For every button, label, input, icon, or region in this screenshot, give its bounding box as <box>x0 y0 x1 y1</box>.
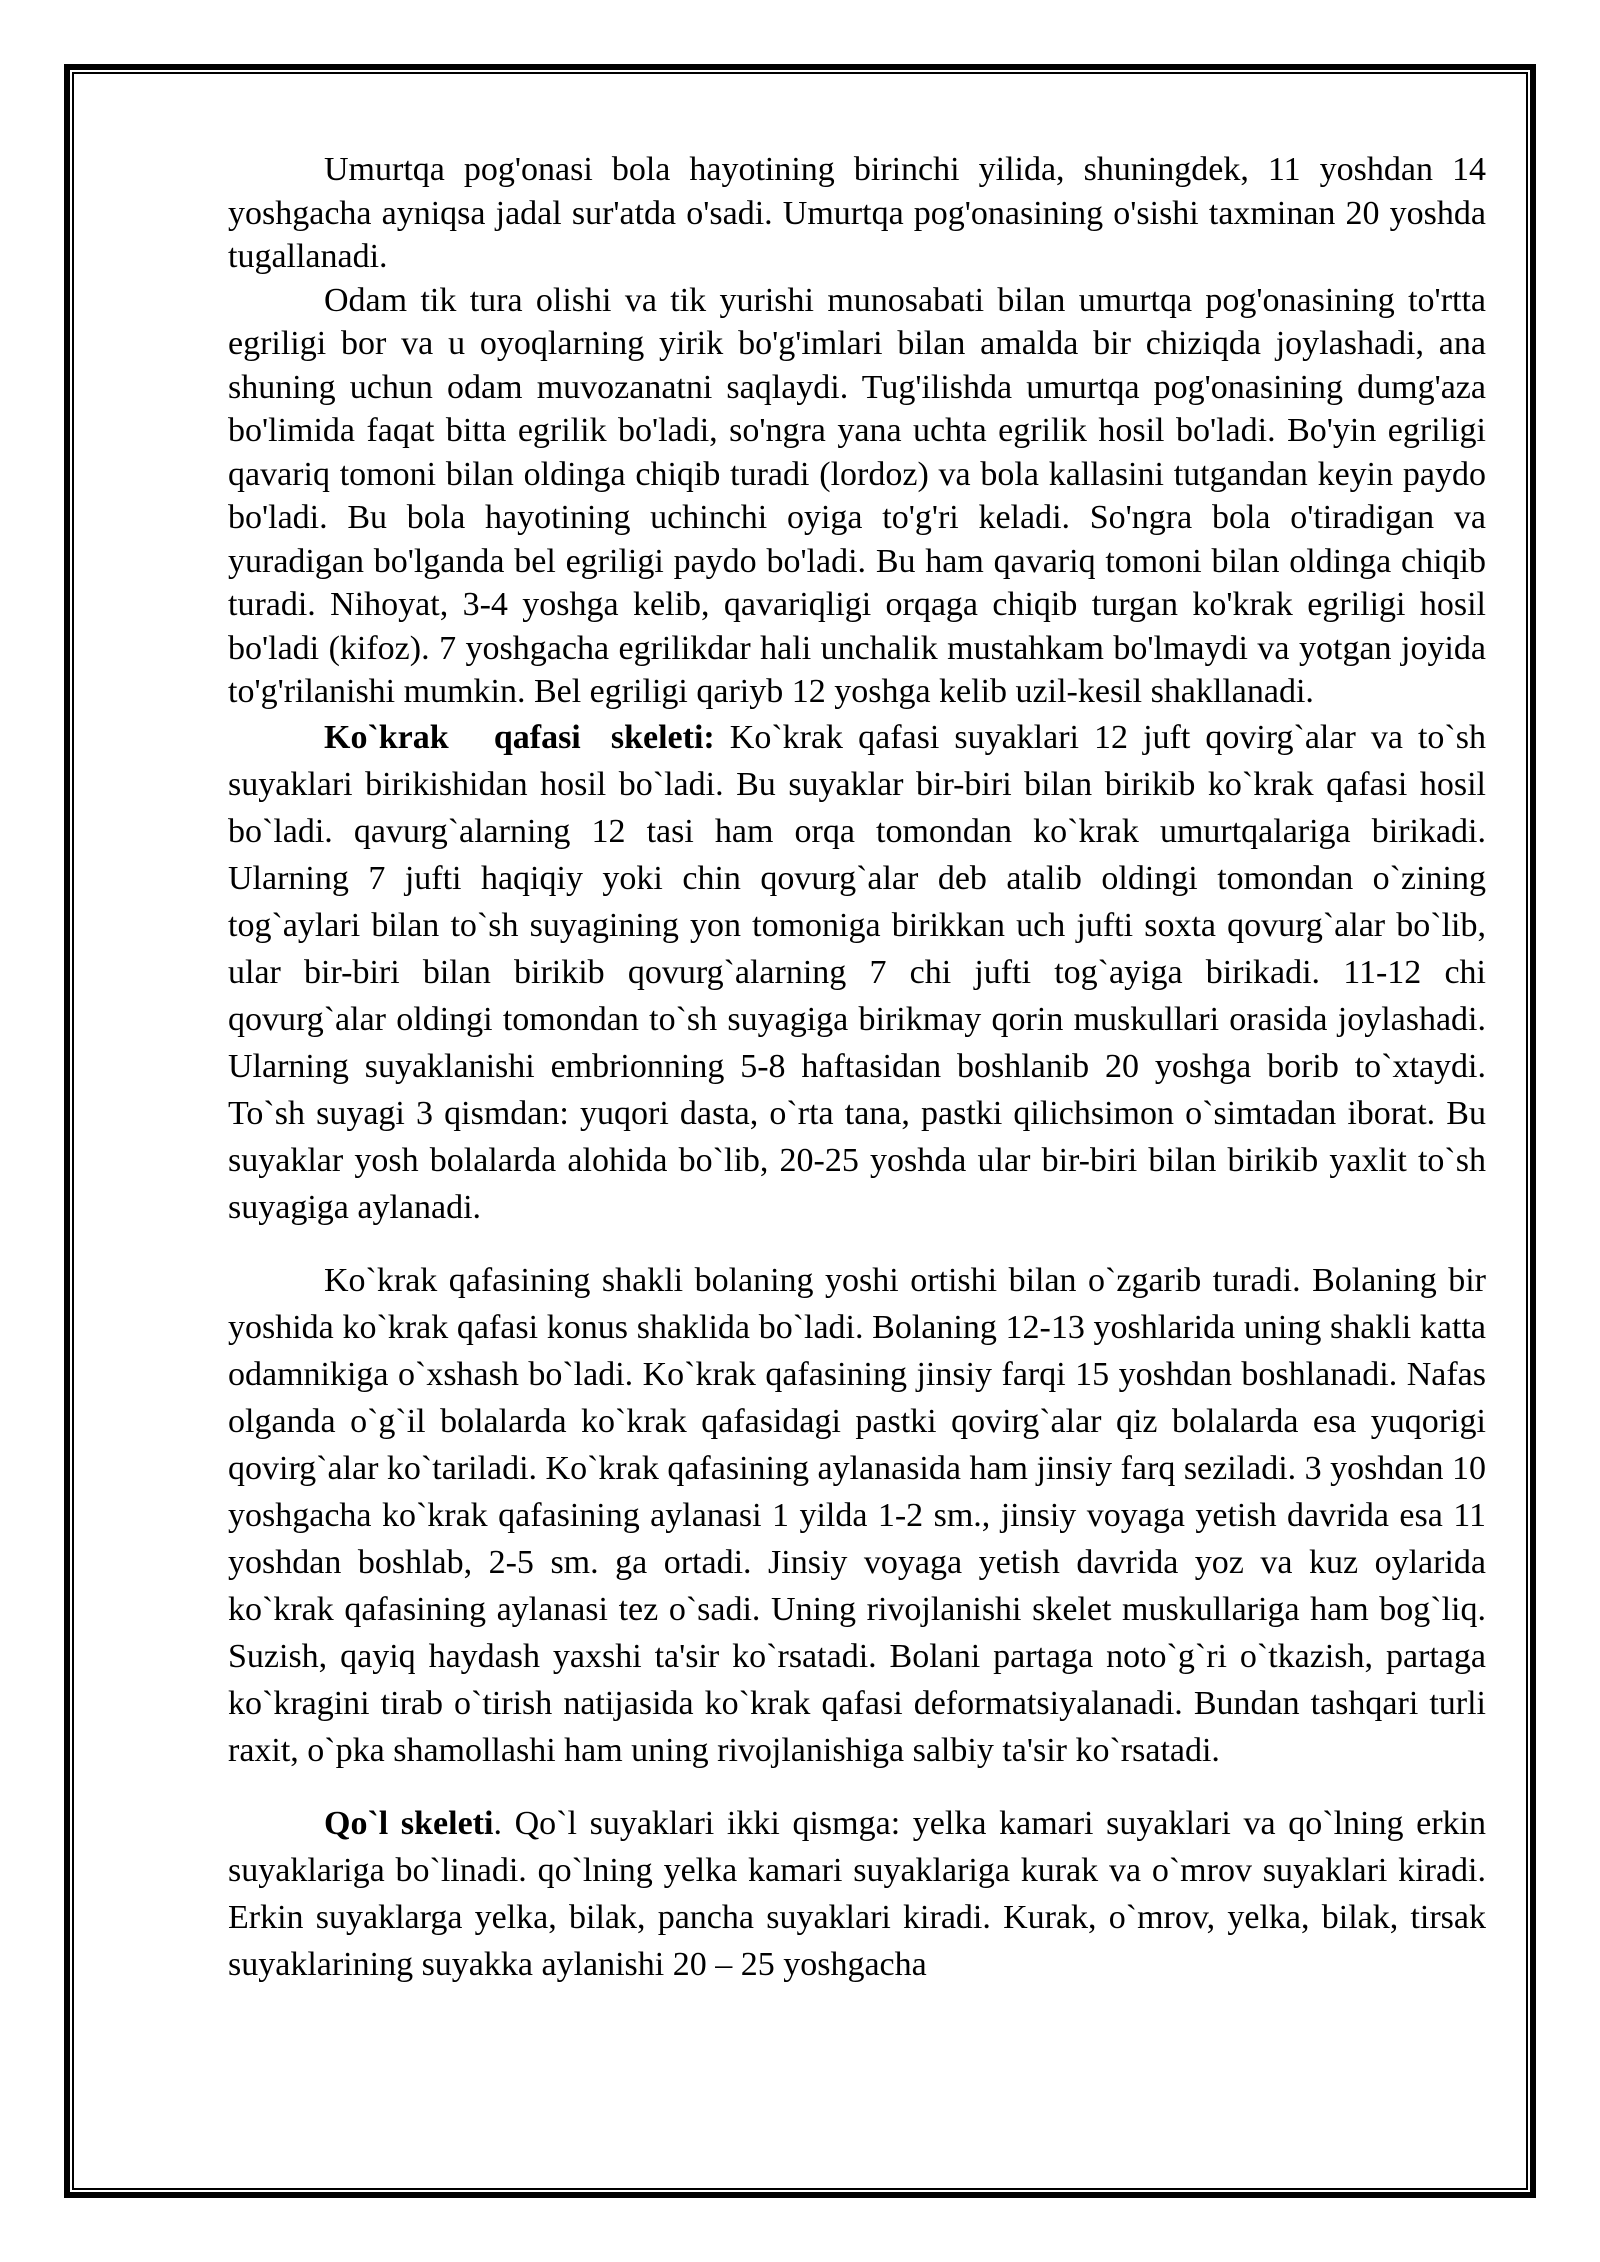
paragraph-thorax-shape <box>228 1257 1486 1774</box>
paragraph-text: Umurtqa pog'onasi bola hayotining birinchi yilida, shuningdek, 11 yoshdan 14 yoshgacha ayniqsa jadal sur'atda o'sadi. Umurtqa pog'onasining o'sishi taxminan 20 yoshda tugallanadi. <box>228 151 1486 275</box>
paragraph-text: . Qo`l suyaklari ikki qismga: yelka kamari suyaklari va qo`lning erkin suyaklariga bo`linadi. qo`lning yelka kamari suyaklariga kurak va o`mrov suyaklari kiradi. Erkin suyaklarga yelka, bilak, pancha suyaklari kiradi. Kurak, o`mrov, yelka, bilak, tirsak suyaklarining suyakka aylanishi 20 – 25 yoshgacha <box>228 1804 1486 1983</box>
paragraph-text: Ko`krak qafasi suyaklari 12 juft qovirg`alar va to`sh suyaklari birikishidan hosil bo`ladi. Bu suyaklar bir-biri bilan birikib ko`krak qafasi hosil bo`ladi. qavurg`alarning 12 tasi ham orqa tomondan ko`krak umurtqalariga birikadi. Ularning 7 jufti haqiqiy yoki chin qovurg`alar deb atalib oldingi tomondan o`zining tog`aylari bilan to`sh suyagining yon tomoniga birikkan uch jufti soxta qovurg`alar bo`lib, ular bir-biri bilan birikib qovurg`alarning 7 chi jufti tog`ayiga birikadi. 11-12 chi qovurg`alar oldingi tomondan to`sh suyagiga birikmay qorin muskullari orasida joylashadi. Ularning suyaklanishi embrionning 5-8 haftasidan boshlanib 20 yoshga borib to`xtaydi. To`sh suyagi 3 qismdan: yuqori dasta, o`rta tana, pastki qilichsimon o`simtadan iborat. Bu suyaklar yosh bolalarda alohida bo`lib, 20-25 yoshda ular bir-biri bilan birikib yaxlit to`sh suyagiga aylanadi. <box>228 718 1486 1226</box>
paragraph-text: Odam tik tura olishi va tik yurishi munosabati bilan umurtqa pog'onasining to'rtta egriligi bor va u oyoqlarning yirik bo'g'imlari bilan amalda bir chiziqda joylashadi, ana shuning uchun odam muvozanatni saqlaydi. Tug'ilishda umurtqa pog'onasining dumg'aza bo'limida faqat bitta egrilik bo'ladi, so'ngra yana uchta egrilik hosil bo'ladi. Bo'yin egriligi qavariq tomoni bilan oldinga chiqib turadi (lordoz) va bola kallasini tutgandan keyin paydo bo'ladi. Bu bola hayotining uchinchi oyiga to'g'ri keladi. So'ngra bola o'tiradigan va yuradigan bo'lganda bel egriligi paydo bo'ladi. Bu ham qavariq tomoni bilan oldinga chiqib turadi. Nihoyat, 3-4 yoshga kelib, qavariqligi orqaga chiqib turgan ko'krak egriligi hosil bo'ladi (kifoz). 7 yoshgacha egrilikdar hali unchalik mustahkam bo'lmaydi va yotgan joyida to'g'rilanishi mumkin. Bel egriligi qariyb 12 yoshga kelib uzil-kesil shakllanadi. <box>228 281 1486 710</box>
paragraph-spine-curves <box>228 279 1486 714</box>
paragraph-text: Ko`krak qafasining shakli bolaning yoshi ortishi bilan o`zgarib turadi. Bolaning bir yoshida ko`krak qafasi konus shaklida bo`ladi. Bolaning 12-13 yoshlarida uning shakli katta odamnikiga o`xshash bo`ladi. Ko`krak qafasining jinsiy farqi 15 yoshdan boshlanadi. Nafas olganda o`g`il bolalarda ko`krak qafasidagi pastki qovirg`alar qiz bolalarda esa yuqorigi qovirg`alar ko`tariladi. Ko`krak qafasining aylanasida ham jinsiy farq seziladi. 3 yoshdan 10 yoshgacha ko`krak qafasining aylanasi 1 yilda 1-2 sm., jinsiy voyaga yetish davrida esa 11 yoshdan boshlab, 2-5 sm. ga ortadi. Jinsiy voyaga yetish davrida yoz va kuz oylarida ko`krak qafasining aylanasi tez o`sadi. Uning rivojlanishi skelet muskullariga ham bog`liq. Suzish, qayiq haydash yaxshi ta'sir ko`rsatadi. Bolani partaga noto`g`ri o`tkazish, partaga ko`kragini tirab o`tirish natijasida ko`krak qafasi deformatsiyalanadi. Bundan tashqari turli raxit, o`pka shamollashi ham uning rivojlanishiga salbiy ta'sir ko`rsatadi. <box>228 1261 1486 1769</box>
paragraph-arm-skeleton <box>228 1800 1486 1988</box>
paragraph-spine-growth <box>228 148 1486 279</box>
section-heading: Qo`l skeleti <box>324 1804 494 1842</box>
section-heading: Ko`krak qafasi skeleti: <box>324 718 715 756</box>
document-body <box>228 148 1486 1988</box>
paragraph-thorax-skeleton <box>228 714 1486 1231</box>
